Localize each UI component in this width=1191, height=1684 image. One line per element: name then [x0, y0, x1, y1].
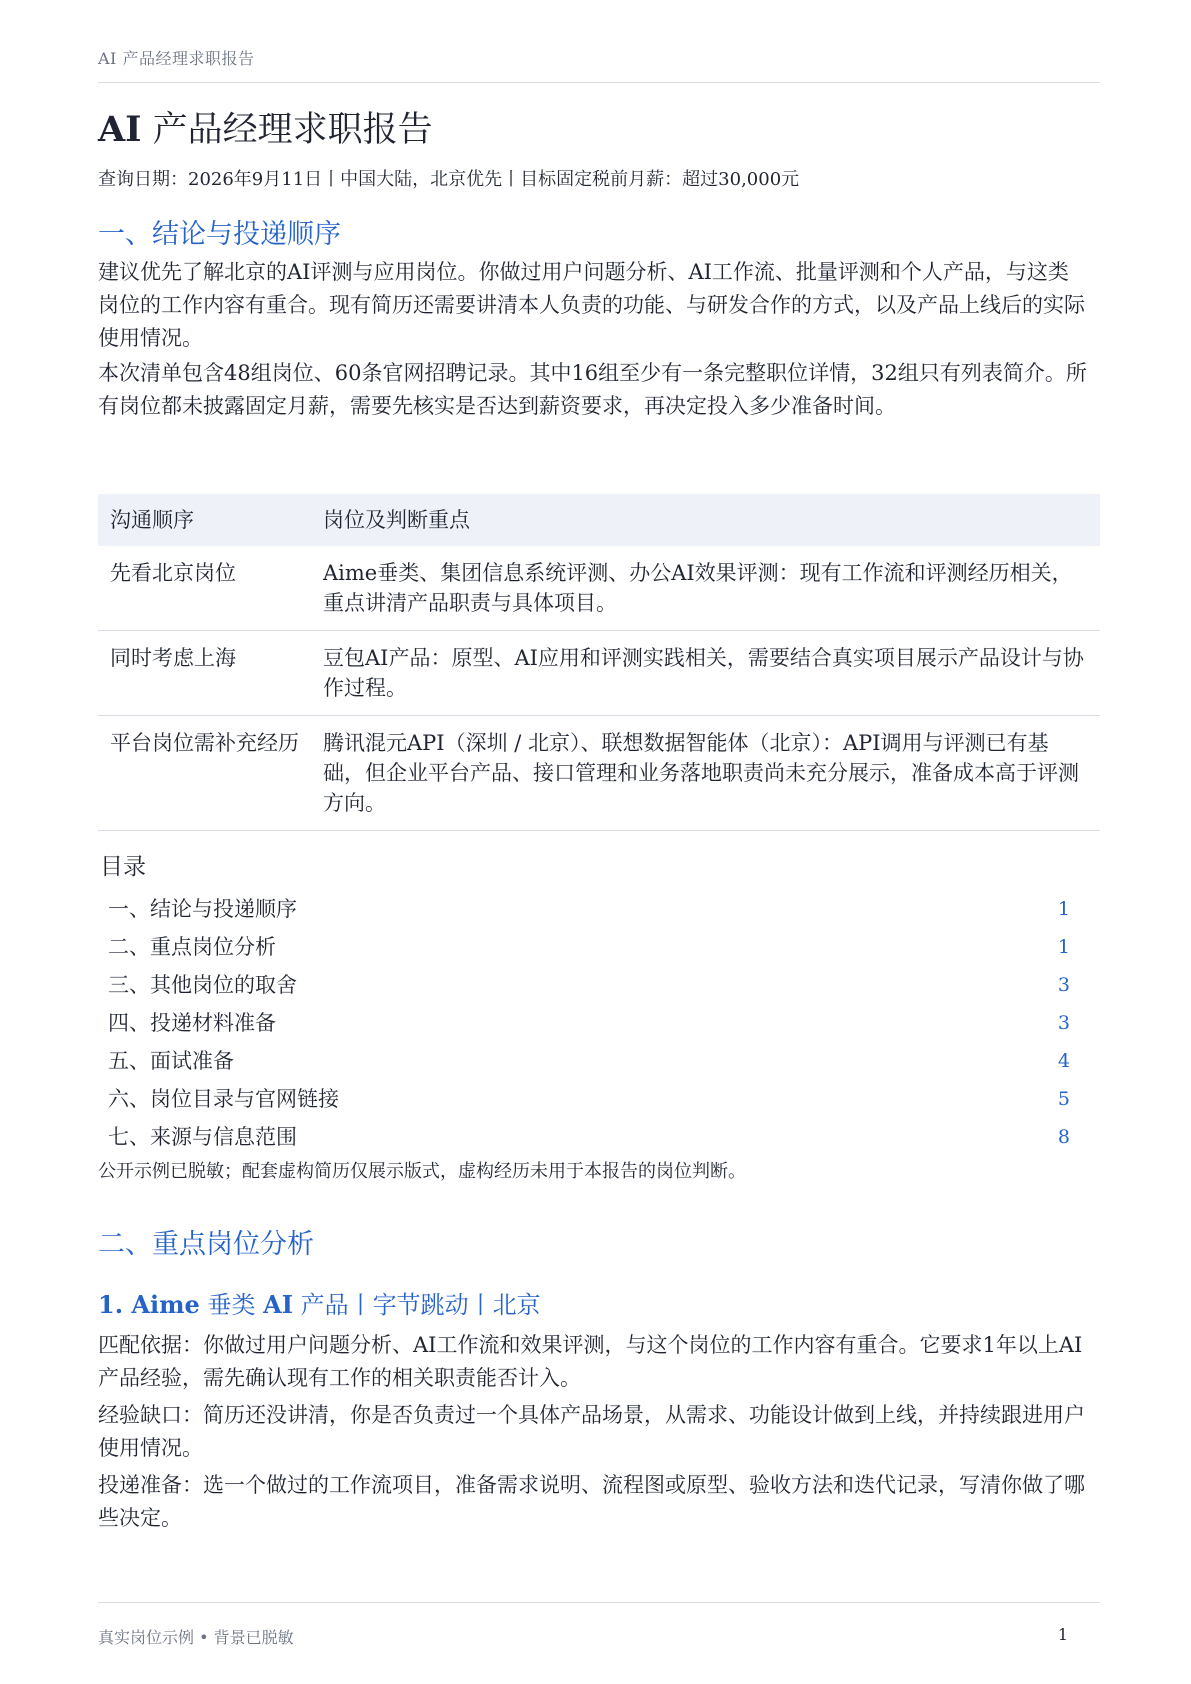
role-heading-aime — [98, 1285, 541, 1320]
toc-item-label[interactable]: 七、来源与信息范围 — [108, 1125, 297, 1149]
page-title-rest: 产品经理求职报告 — [141, 110, 433, 150]
section-heading-key-roles: 二、重点岗位分析 — [98, 1229, 314, 1260]
table-cell-detail: 豆包AI产品：原型、AI应用和评测实践相关，需要结合真实项目展示产品设计与协作过程。 — [311, 631, 1100, 716]
table-cell-order: 先看北京岗位 — [98, 546, 311, 631]
page-title — [98, 102, 433, 152]
toc-item-label[interactable]: 二、重点岗位分析 — [108, 935, 276, 959]
toc-item-label[interactable]: 一、结论与投递顺序 — [108, 897, 297, 921]
table-row — [98, 546, 1100, 631]
footer-page-number: 1 — [1057, 1625, 1068, 1644]
priority-table — [98, 494, 1100, 831]
role-heading-bold-2: AI — [263, 1290, 293, 1319]
role-heading-bold: 1. Aime — [98, 1290, 200, 1319]
toc-item-page-link[interactable]: 4 — [1057, 1050, 1070, 1072]
table-cell-order: 平台岗位需补充经历 — [98, 716, 311, 831]
toc-item[interactable] — [108, 1080, 1070, 1118]
toc-item-page-link[interactable]: 3 — [1057, 974, 1070, 996]
table-header-order: 沟通顺序 — [98, 494, 311, 546]
role-heading-middle: 垂类 — [199, 1291, 264, 1319]
header-divider — [98, 82, 1100, 83]
toc-item-label[interactable]: 四、投递材料准备 — [108, 1011, 276, 1035]
role-prep-paragraph: 投递准备：选一个做过的工作流项目，准备需求说明、流程图或原型、验收方法和迭代记录，写清你做了哪些决定。 — [98, 1473, 1085, 1530]
toc-item-label[interactable]: 五、面试准备 — [108, 1049, 234, 1073]
section1-paragraph-1: 建议优先了解北京的AI评测与应用岗位。你做过用户问题分析、AI工作流、批量评测和个人产品，与这类岗位的工作内容有重合。现有简历还需要讲清本人负责的功能、与研发合作的方式，以及产品上线后的实际使用情况。 — [98, 260, 1085, 350]
footer-caption: 真实岗位示例 • 背景已脱敏 — [98, 1628, 294, 1647]
toc-item-page-link[interactable]: 1 — [1057, 898, 1070, 920]
footer-divider — [98, 1602, 1100, 1603]
toc-item[interactable] — [108, 1118, 1070, 1156]
toc-item-label[interactable]: 六、岗位目录与官网链接 — [108, 1087, 339, 1111]
toc-item-page-link[interactable]: 5 — [1057, 1088, 1070, 1110]
table-row — [98, 716, 1100, 831]
report-meta: 查询日期：2026年9月11日丨中国大陆，北京优先丨目标固定税前月薪：超过30,000元 — [98, 169, 800, 190]
table-of-contents — [108, 890, 1070, 1156]
toc-item-page-link[interactable]: 1 — [1057, 936, 1070, 958]
toc-title: 目录 — [100, 854, 146, 880]
toc-item-page-link[interactable]: 3 — [1057, 1012, 1070, 1034]
toc-item-label[interactable]: 三、其他岗位的取舍 — [108, 973, 297, 997]
table-cell-detail: 腾讯混元API（深圳 / 北京）、联想数据智能体（北京）：API调用与评测已有基础，但企业平台产品、接口管理和业务落地职责尚未充分展示，准备成本高于评测方向。 — [311, 716, 1100, 831]
role-match-paragraph: 匹配依据：你做过用户问题分析、AI工作流和效果评测，与这个岗位的工作内容有重合。它要求1年以上AI产品经验，需先确认现有工作的相关职责能否计入。 — [98, 1333, 1083, 1390]
table-header-detail: 岗位及判断重点 — [311, 494, 1100, 546]
toc-item[interactable] — [108, 1042, 1070, 1080]
page-title-bold: AI — [98, 109, 142, 150]
toc-item-page-link[interactable]: 8 — [1057, 1126, 1070, 1148]
toc-item[interactable] — [108, 1004, 1070, 1042]
table-header-row — [98, 494, 1100, 546]
toc-item[interactable] — [108, 890, 1070, 928]
section-heading-conclusion: 一、结论与投递顺序 — [98, 219, 341, 250]
table-cell-detail: Aime垂类、集团信息系统评测、办公AI效果评测：现有工作流和评测经历相关，重点讲清产品职责与具体项目。 — [311, 546, 1100, 631]
section1-paragraph-2: 本次清单包含48组岗位、60条官网招聘记录。其中16组至少有一条完整职位详情，32组只有列表简介。所有岗位都未披露固定月薪，需要先核实是否达到薪资要求，再决定投入多少准备时间。 — [98, 361, 1087, 418]
toc-item[interactable] — [108, 928, 1070, 966]
role-heading-rest: 产品丨字节跳动丨北京 — [292, 1291, 541, 1319]
role-gap-paragraph: 经验缺口：简历还没讲清，你是否负责过一个具体产品场景，从需求、功能设计做到上线，并持续跟进用户使用情况。 — [98, 1403, 1085, 1460]
running-header: AI 产品经理求职报告 — [98, 49, 255, 68]
table-cell-order: 同时考虑上海 — [98, 631, 311, 716]
table-row — [98, 631, 1100, 716]
privacy-note: 公开示例已脱敏；配套虚构简历仅展示版式，虚构经历未用于本报告的岗位判断。 — [98, 1161, 746, 1182]
toc-item[interactable] — [108, 966, 1070, 1004]
